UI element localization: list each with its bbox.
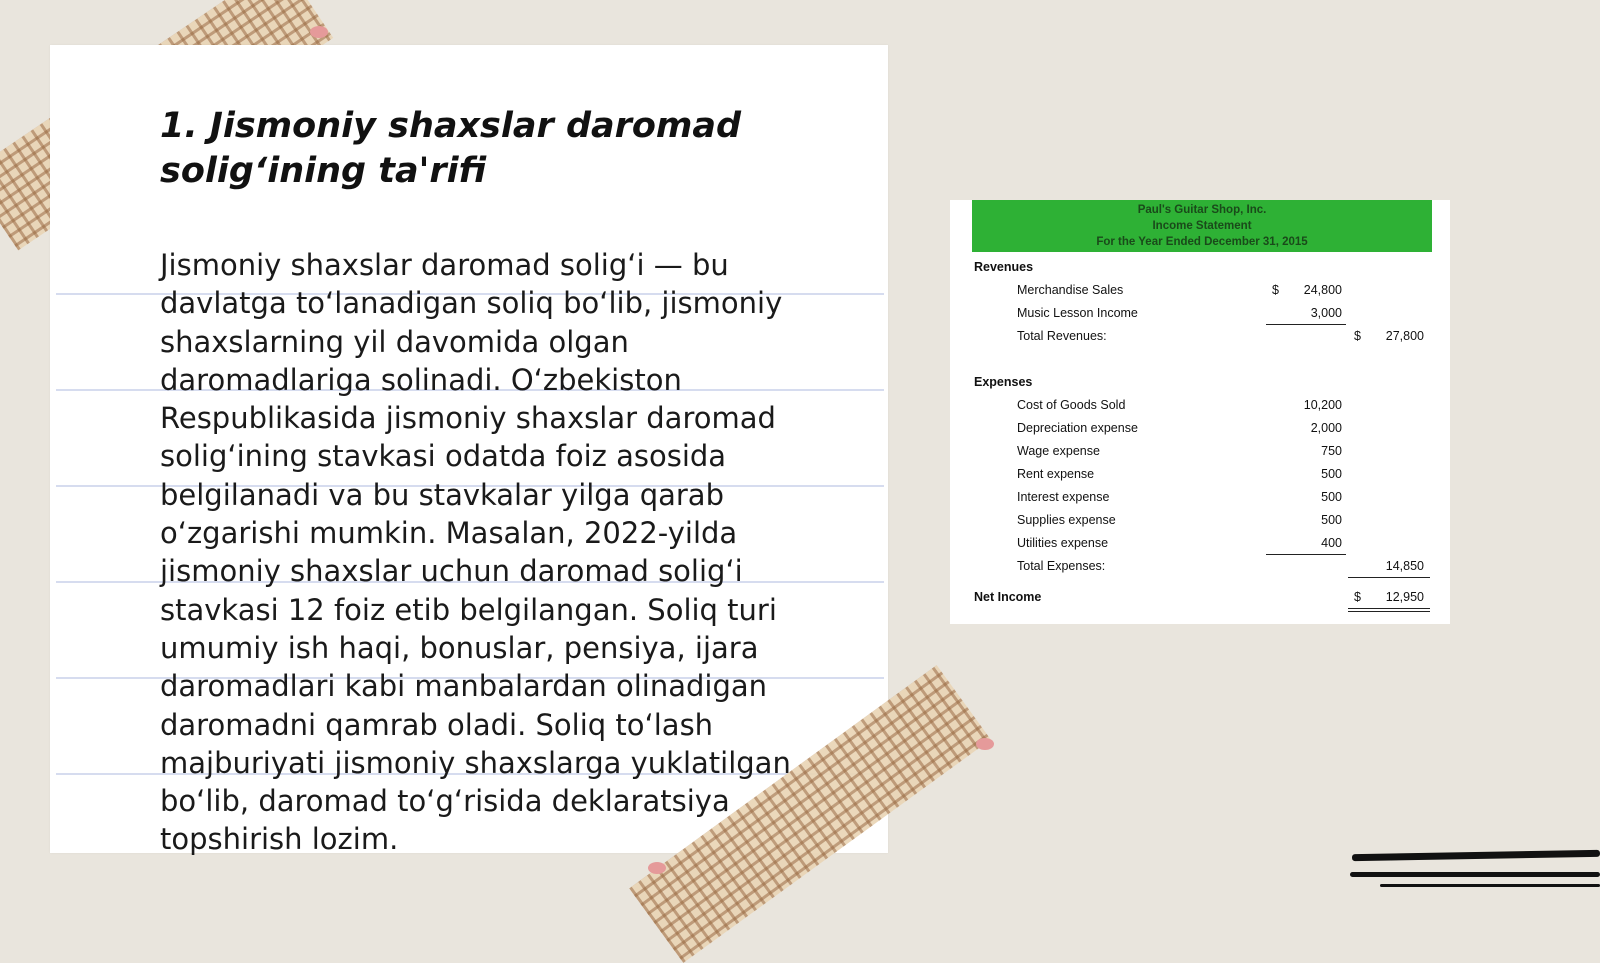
brush-stroke: [1352, 850, 1600, 861]
expense-label: Rent expense: [1017, 467, 1095, 481]
net-income-currency: $: [1354, 590, 1361, 604]
net-income-value: 12,950: [1385, 590, 1424, 604]
expense-value: 400: [1321, 536, 1342, 550]
statement-period: For the Year Ended December 31, 2015: [1096, 236, 1308, 248]
expense-value: 500: [1321, 513, 1342, 527]
net-income-row: [950, 590, 1450, 610]
revenue-label: Merchandise Sales: [1017, 283, 1124, 297]
revenue-row: [950, 306, 1450, 326]
brush-stroke: [1380, 884, 1600, 887]
total-revenues-label: Total Revenues:: [1017, 329, 1107, 343]
slide-title: 1. Jismoniy shaxslar daromad solig‘ining ta'rifi: [160, 106, 742, 191]
expense-label: Cost of Goods Sold: [1017, 398, 1126, 412]
total-expenses-label: Total Expenses:: [1017, 559, 1106, 573]
total-expenses-row: [950, 559, 1450, 579]
expense-value: 10,200: [1303, 398, 1342, 412]
statement-report: Income Statement: [1152, 220, 1252, 232]
total-expenses-value: 14,850: [1385, 559, 1424, 573]
net-income-label: Net Income: [974, 590, 1042, 604]
total-underline: [1348, 577, 1430, 578]
brush-stroke: [1350, 872, 1600, 877]
expenses-heading: Expenses: [974, 375, 1033, 389]
revenue-row: [950, 283, 1450, 303]
expense-row: [950, 513, 1450, 533]
revenue-value: 24,800: [1303, 283, 1342, 297]
expenses-heading-row: [950, 375, 1450, 395]
expense-label: Interest expense: [1017, 490, 1110, 504]
tape-end-bottom-left: [648, 862, 666, 874]
expense-label: Depreciation expense: [1017, 421, 1138, 435]
expense-value: 750: [1321, 444, 1342, 458]
expense-row: [950, 490, 1450, 510]
expense-label: Supplies expense: [1017, 513, 1116, 527]
slide-body-text: Jismoniy shaxslar daromad solig‘i — bu davlatga to‘lanadigan soliq bo‘lib, jismoniy shaxslarning yil davomida olgan daromadlariga solinadi. O‘zbekiston Respublikasida jismoniy shaxslar daromad solig‘ining stavkasi odatda foiz asosida belgilanadi va bu stavkalar yilga qarab o‘zgarishi mumkin. Masalan, 2022-yilda jismoniy shaxslar uchun daromad solig‘i stavkasi 12 foiz etib belgilangan. Soliq turi umumiy ish haqi, bonuslar, pensiya, ijara daromadlari kabi manbalardan olinadigan daromadni qamrab oladi. Soliq to‘lash majburiyati jismoniy shaxslarga yuklatilgan bo‘lib, daromad to‘g‘risida deklaratsiya topshirish lozim.: [160, 248, 791, 857]
tape-end-bottom-right: [976, 738, 994, 750]
expense-label: Utilities expense: [1017, 536, 1109, 550]
expense-row: [950, 421, 1450, 441]
revenue-value: 3,000: [1310, 306, 1342, 320]
expense-row: [950, 444, 1450, 464]
expense-value: 500: [1321, 490, 1342, 504]
revenues-heading: Revenues: [974, 260, 1034, 274]
revenues-heading-row: [950, 260, 1450, 280]
total-revenues-value: 27,800: [1385, 329, 1424, 343]
income-statement-image: [950, 200, 1450, 624]
expense-row: [950, 467, 1450, 487]
expense-value: 2,000: [1310, 421, 1342, 435]
double-underline-bottom: [1348, 611, 1430, 612]
subtotal-underline: [1266, 554, 1346, 555]
expense-value: 500: [1321, 467, 1342, 481]
total-revenues-row: [950, 329, 1450, 349]
expense-row: [950, 536, 1450, 556]
tape-end-top: [310, 26, 328, 38]
subtotal-underline: [1266, 324, 1346, 325]
statement-company: Paul's Guitar Shop, Inc.: [1137, 204, 1267, 216]
double-underline-top: [1348, 608, 1430, 609]
revenue-currency: $: [1272, 283, 1279, 297]
revenue-label: Music Lesson Income: [1017, 306, 1138, 320]
total-revenues-currency: $: [1354, 329, 1361, 343]
expense-label: Wage expense: [1017, 444, 1100, 458]
expense-row: [950, 398, 1450, 418]
statement-header: [972, 200, 1432, 252]
